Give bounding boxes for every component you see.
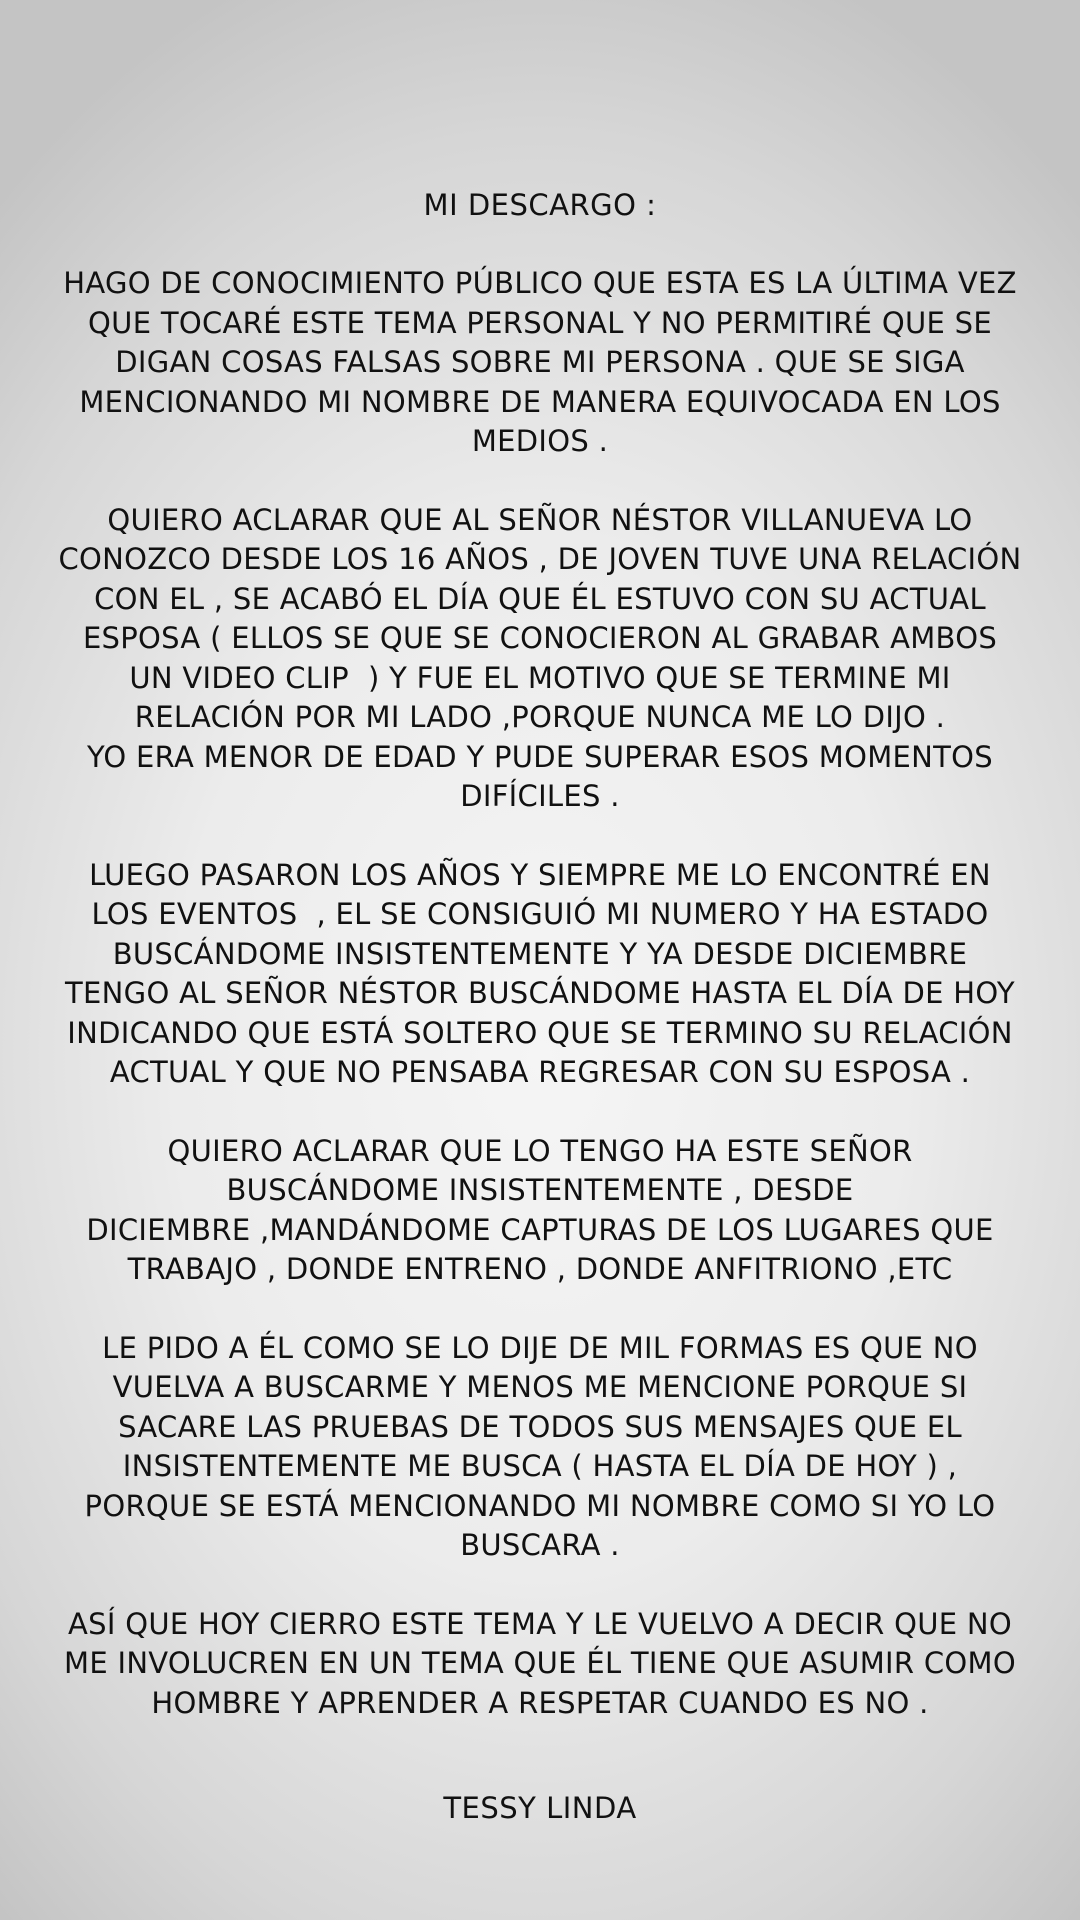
- text-line: DICIEMBRE ,MANDÁNDOME CAPTURAS DE LOS LUGARES QUE: [86, 1212, 994, 1247]
- paragraph-2: [20, 501, 1060, 817]
- text-line: ACTUAL Y QUE NO PENSABA REGRESAR CON SU ESPOSA .: [109, 1055, 971, 1089]
- text-line: LE PIDO A ÉL COMO SE LO DIJE DE MIL FORMAS ES QUE NO: [102, 1330, 978, 1365]
- paragraph-1: [20, 264, 1060, 462]
- text-line: PORQUE SE ESTÁ MENCIONANDO MI NOMBRE COMO SI YO LO: [84, 1488, 996, 1523]
- paragraph-4: [20, 1132, 1060, 1290]
- text-line: LUEGO PASARON LOS AÑOS Y SIEMPRE ME LO ENCONTRÉ EN: [89, 857, 991, 892]
- text-line: BUSCÁNDOME INSISTENTEMENTE Y YA DESDE DICIEMBRE: [112, 936, 968, 971]
- statement-heading: MI DESCARGO :: [423, 188, 657, 222]
- text-line: HOMBRE Y APRENDER A RESPETAR CUANDO ES NO .: [151, 1685, 929, 1720]
- text-line: SACARE LAS PRUEBAS DE TODOS SUS MENSAJES QUE EL: [118, 1409, 962, 1444]
- text-line: QUE TOCARÉ ESTE TEMA PERSONAL Y NO PERMITIRÉ QUE SE: [88, 305, 992, 340]
- statement-document: [20, 186, 1060, 1828]
- text-line: TENGO AL SEÑOR NÉSTOR BUSCÁNDOME HASTA EL DÍA DE HOY: [65, 976, 1015, 1010]
- text-line: ESPOSA ( ELLOS SE QUE SE CONOCIERON AL GRABAR AMBOS: [82, 621, 998, 655]
- text-line: ME INVOLUCREN EN UN TEMA QUE ÉL TIENE QUE ASUMIR COMO: [64, 1646, 1016, 1680]
- text-line: QUIERO ACLARAR QUE LO TENGO HA ESTE SEÑOR: [167, 1133, 913, 1168]
- text-line: CONOZCO DESDE LOS 16 AÑOS , DE JOVEN TUVE UNA RELACIÓN: [58, 542, 1022, 576]
- text-line: TRABAJO , DONDE ENTRENO , DONDE ANFITRIONO ,ETC: [127, 1252, 953, 1286]
- text-line: MENCIONANDO MI NOMBRE DE MANERA EQUIVOCADA EN LOS: [79, 384, 1001, 419]
- paragraph-3: [20, 856, 1060, 1093]
- signature: TESSY LINDA: [443, 1791, 637, 1825]
- text-line: QUIERO ACLARAR QUE AL SEÑOR NÉSTOR VILLANUEVA LO: [107, 502, 973, 537]
- text-line: DIFÍCILES .: [460, 779, 620, 813]
- text-line: INSISTENTEMENTE ME BUSCA ( HASTA EL DÍA DE HOY ) ,: [122, 1449, 958, 1483]
- text-line: LOS EVENTOS , EL SE CONSIGUIÓ MI NUMERO Y HA ESTADO: [91, 897, 989, 931]
- text-line: ASÍ QUE HOY CIERRO ESTE TEMA Y LE VUELVO A DECIR QUE NO: [67, 1606, 1013, 1641]
- text-line: CON EL , SE ACABÓ EL DÍA QUE ÉL ESTUVO CON SU ACTUAL: [94, 581, 986, 616]
- text-line: UN VIDEO CLIP ) Y FUE EL MOTIVO QUE SE TERMINE MI: [129, 660, 951, 695]
- text-line: INDICANDO QUE ESTÁ SOLTERO QUE SE TERMINO SU RELACIÓN: [67, 1015, 1013, 1050]
- text-line: HAGO DE CONOCIMIENTO PÚBLICO QUE ESTA ES LA ÚLTIMA VEZ: [63, 266, 1017, 300]
- text-line: DIGAN COSAS FALSAS SOBRE MI PERSONA . QUE SE SIGA: [115, 345, 965, 379]
- text-line: YO ERA MENOR DE EDAD Y PUDE SUPERAR ESOS MOMENTOS: [86, 739, 994, 774]
- text-line: BUSCARA .: [460, 1528, 620, 1562]
- paragraph-6: [20, 1605, 1060, 1724]
- paragraph-5: [20, 1329, 1060, 1566]
- text-line: MEDIOS .: [471, 424, 609, 458]
- text-line: VUELVA A BUSCARME Y MENOS ME MENCIONE PORQUE SI: [112, 1370, 968, 1404]
- text-line: BUSCÁNDOME INSISTENTEMENTE , DESDE: [226, 1173, 854, 1207]
- text-line: RELACIÓN POR MI LADO ,PORQUE NUNCA ME LO DIJO .: [134, 700, 946, 734]
